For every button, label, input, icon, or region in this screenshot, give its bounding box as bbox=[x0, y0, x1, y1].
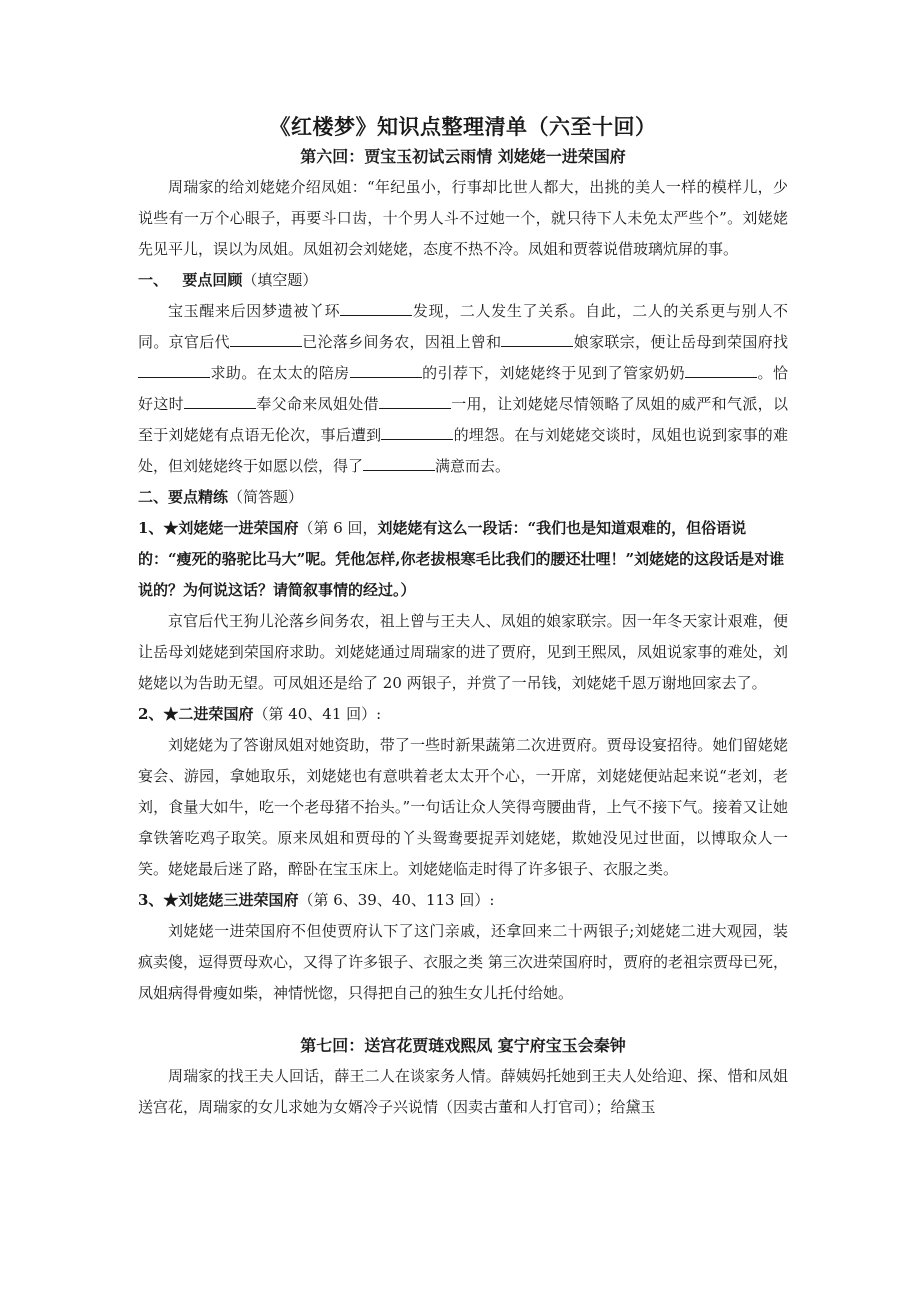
chapter-7-summary: 周瑞家的找王夫人回话，薛王二人在谈家务人情。薛姨妈托她到王夫人处给迎、探、惜和凤姐送宫花，周瑞家的女儿求她为女婿冷子兴说情（因卖古董和人打官司）；给黛玉 bbox=[138, 1067, 788, 1116]
fill-text: 宝玉醒来后因梦遗被丫环 bbox=[168, 302, 341, 320]
fill-text: 满意而去。 bbox=[435, 457, 511, 475]
document-title: 《红楼梦》知识点整理清单（六至十回） bbox=[269, 114, 657, 139]
fill-text: 的引荐下，刘姥姥终于见到了管家奶奶 bbox=[421, 364, 686, 382]
answer-blank bbox=[381, 424, 453, 440]
question-3-label: 3、★刘姥姥三进荣国府 bbox=[138, 891, 299, 909]
question-1-text: 刘姥姥有这么一段话：“我们也是知道艰难的，但俗语说的：“瘦死的骆驼比马大”呢。凭他怎样,你老拔根寒毛比我们的腰还壮哩！”刘姥姥的这段话是对谁说的？为何说这话？请简叙事情的经过。） bbox=[138, 519, 785, 599]
section-review-title: 要点回顾 bbox=[182, 271, 243, 289]
question-2-ref: （第 40、41 回）: bbox=[253, 705, 382, 723]
question-1-ref: （第 6 回， bbox=[298, 519, 378, 537]
fill-text: 奉父命来凤姐处借 bbox=[255, 395, 379, 413]
answer-blank bbox=[685, 362, 757, 378]
section-spacer bbox=[138, 1009, 788, 1031]
fill-text: 娘家联宗，便让岳母到荣国府找 bbox=[573, 333, 788, 351]
section-practice-title: 二、要点精练 bbox=[138, 488, 229, 506]
section-practice-heading bbox=[138, 482, 788, 513]
question-2 bbox=[138, 699, 788, 730]
answer-blank bbox=[501, 331, 573, 347]
fill-text: 已沦落乡间务农，因祖上曾和 bbox=[301, 333, 502, 351]
answer-blank bbox=[340, 300, 412, 316]
fill-text: 求助。在太太的陪房 bbox=[210, 364, 350, 382]
section-review-heading bbox=[138, 265, 788, 296]
document-body bbox=[138, 112, 788, 1123]
question-1-answer: 京官后代王狗儿沦落乡间务农，祖上曾与王夫人、凤姐的娘家联宗。因一年冬天家计艰难，便让岳母刘姥姥到荣国府求助。刘姥姥通过周瑞家的进了贾府，见到王熙凤，凤姐说家事的难处，刘姥姥以为告助无望。可凤姐还是给了 20 两银子，并赏了一吊钱，刘姥姥千恩万谢地回家去了。 bbox=[138, 612, 788, 692]
section-practice-note: （简答题） bbox=[228, 488, 304, 506]
question-1-label: 1、★刘姥姥一进荣国府 bbox=[138, 519, 299, 537]
section-review-number: 一、 bbox=[138, 271, 169, 289]
answer-blank bbox=[350, 362, 422, 378]
answer-blank bbox=[184, 393, 256, 409]
answer-blank bbox=[230, 331, 302, 347]
question-3-answer: 刘姥姥一进荣国府不但使贾府认下了这门亲戚，还拿回来二十两银子;刘姥姥二进大观园，装疯卖傻，逗得贾母欢心，又得了许多银子、衣服之类 第三次进荣国府时，贾府的老祖宗贾母已死，凤姐病得骨瘦如柴，神情恍惚，只得把自己的独生女儿托付给她。 bbox=[138, 922, 788, 1002]
chapter-6-summary: 周瑞家的给刘姥姥介绍凤姐：“年纪虽小，行事却比世人都大，出挑的美人一样的模样儿，少说些有一万个心眼子，再要斗口齿，十个男人斗不过她一个，就只待下人未免太严些个”。刘姥姥先见平儿，误以为凤姐。凤姐初会刘姥姥，态度不热不冷。凤姐和贾蓉说借玻璃炕屏的事。 bbox=[138, 178, 788, 258]
chapter-7-heading: 第七回：送宫花贾琏戏熙凤 宴宁府宝玉会秦钟 bbox=[300, 1036, 626, 1055]
fill-in-blank-paragraph bbox=[138, 296, 788, 482]
chapter-6-heading: 第六回：贾宝玉初试云雨情 刘姥姥一进荣国府 bbox=[300, 147, 626, 166]
question-3-ref: （第 6、39、40、113 回）: bbox=[298, 891, 495, 909]
fill-text: 的埋怨。在与刘姥姥交谈时，凤姐也说到家事的难处，但刘姥姥终于如愿以偿，得了 bbox=[138, 426, 788, 475]
answer-blank bbox=[138, 362, 210, 378]
answer-blank bbox=[379, 393, 451, 409]
fill-text: 发现，二人发生了关系。自此，二人的关系更与别人不同。京官后代 bbox=[138, 302, 788, 351]
fill-text: 。恰好这时 bbox=[138, 364, 788, 413]
question-2-answer: 刘姥姥为了答谢凤姐对她资助，带了一些时新果蔬第二次进贾府。贾母设宴招待。她们留姥姥宴会、游园，拿她取乐，刘姥姥也有意哄着老太太开个心，一开席，刘姥姥便站起来说“老刘，老刘，食量大如牛，吃一个老母猪不抬头。”一句话让众人笑得弯腰曲背，上气不接下气。接着又让她拿铁箸吃鸡子取笑。原来凤姐和贾母的丫头鸳鸯要捉弄刘姥姥，欺她没见过世面，以博取众人一笑。姥姥最后迷了路，醉卧在宝玉床上。刘姥姥临走时得了许多银子、衣服之类。 bbox=[138, 736, 788, 878]
question-2-label: 2、★二进荣国府 bbox=[138, 705, 254, 723]
question-1 bbox=[138, 513, 788, 606]
question-3 bbox=[138, 885, 788, 916]
fill-text: 一用，让刘姥姥尽情领略了凤姐的威严和气派，以至于刘姥姥有点语无伦次，事后遭到 bbox=[138, 395, 788, 444]
section-review-note: （填空题） bbox=[242, 271, 318, 289]
answer-blank bbox=[363, 455, 435, 471]
